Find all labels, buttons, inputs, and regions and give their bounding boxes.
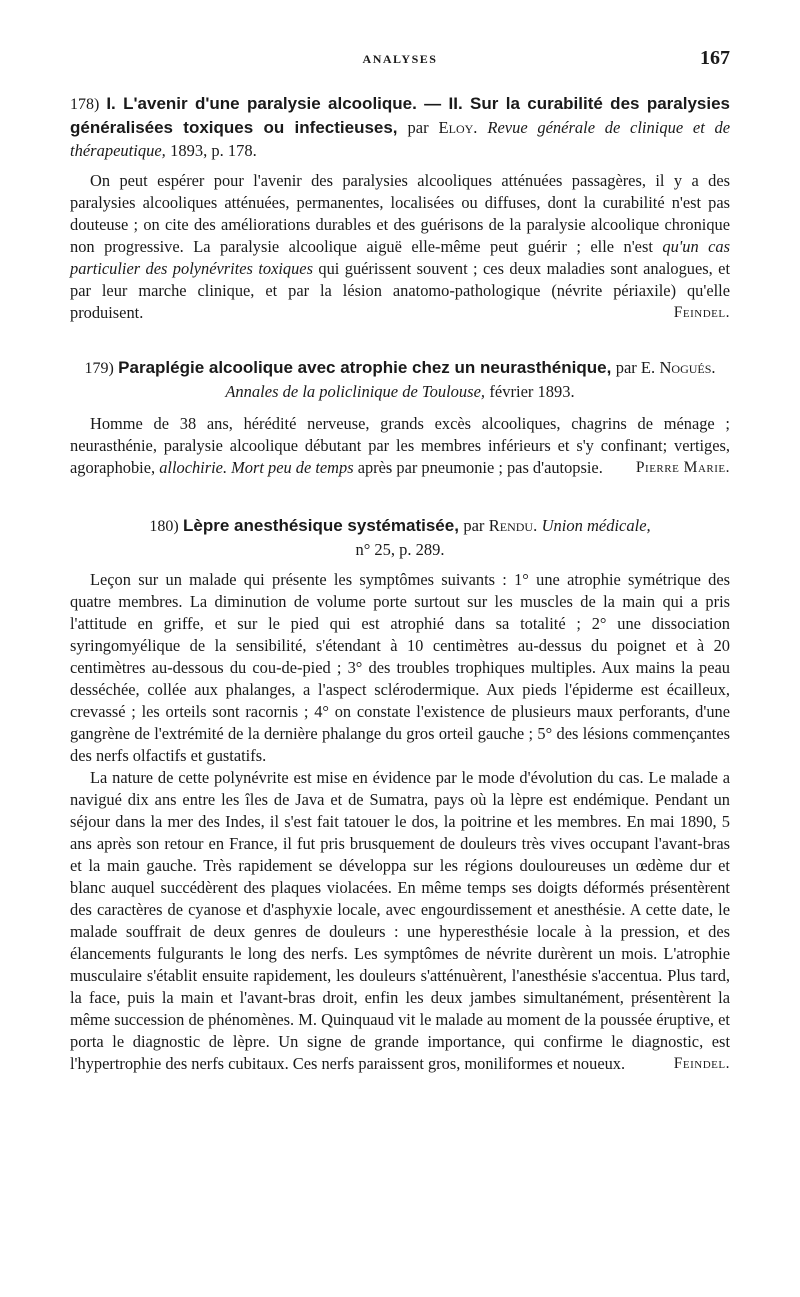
- body-text-part: qui guérissent souvent ; ces deux maladies sont analogues, et par leur marche clinique, et par la lésion anatomo-pathologique (névrite périaxile) qu'elle produisent.: [70, 259, 730, 322]
- article-paragraph-2: [70, 767, 730, 1075]
- article-179: [70, 356, 730, 479]
- body-text-part: après par pneumonie ; pas d'autopsie.: [353, 458, 603, 477]
- article-author: Nogués.: [659, 358, 716, 377]
- article-signature: Feindel.: [673, 304, 730, 321]
- article-178: [70, 92, 730, 324]
- article-author: Eloy.: [438, 118, 478, 137]
- article-signature: Feindel.: [673, 1055, 730, 1072]
- article-by: par E.: [615, 358, 656, 377]
- article-paragraph-1: Leçon sur un malade qui présente les symptômes suivants : 1° une atrophie symétrique des quatre membres. La diminution de volume porte surtout sur les muscles de la main qui a pris l'attitude en griffe, et sur le pied qui est atrophié dans sa totalité ; 2° une dissociation syringomyélique de la sensibilité, s'étendant à 10 centimètres au-dessus du poignet et à 20 centimètres au-dessous du cou-de-pied ; 3° des troubles trophiques multiples. Aux mains la peau desséchée, collée aux phalanges, a l'aspect sclérodermique. Aux pieds l'épiderme est écailleux, crevassé ; les orteils sont racornis ; 4° on constate l'existence de plusieurs maux perforants, d'une gangrène de l'extrémité de la dernière phalange du gros orteil gauche ; 5° des lésions commençantes des nerfs olfactifs et gustatifs.: [70, 570, 730, 765]
- article-author: Rendu.: [488, 516, 538, 535]
- article-heading: [70, 92, 730, 162]
- article-by: par: [407, 118, 429, 137]
- article-citation: n° 25, p. 289.: [355, 540, 445, 559]
- article-journal: Annales de la policlinique de Toulouse,: [225, 382, 486, 401]
- article-title: I. L'avenir d'une paralysie alcoolique. — II. Sur la curabilité des paralysies généralisées toxiques ou infectieuses,: [70, 94, 730, 137]
- article-signature: Pierre Marie.: [635, 459, 730, 476]
- running-title: ANALYSES: [362, 52, 438, 66]
- article-citation: février 1893.: [489, 382, 575, 401]
- running-head: [70, 47, 730, 70]
- article-heading: [70, 514, 730, 561]
- article-number: 179): [84, 360, 114, 377]
- body-text-part: Homme de 38 ans, hérédité nerveuse, grands excès alcooliques, chagrins de ménage ; neurasthénie, paralysie alcoolique débutant par les membres inférieurs et s'y confinant; vertiges, agoraphobie,: [70, 414, 730, 477]
- article-180: [70, 514, 730, 1075]
- body-text-part: On peut espérer pour l'avenir des paralysies alcooliques atténuées passagères, il y a des paralysies alcooliques atténuées, permanentes, localisées ou diffuses, dont la curabilité n'est pas douteuse ; on cite des améliorations durables et des guérisons de la paralysie alcoolique chronique non progressive. La paralysie alcoolique aiguë elle-même peut guérir ; elle n'est: [70, 171, 730, 256]
- body-text-part: La nature de cette polynévrite est mise en évidence par le mode d'évolution du cas. Le malade a navigué dix ans entre les îles de Java et de Sumatra, pays où la lèpre est endémique. Pendant un séjour dans la mer des Indes, il s'est fait tatouer le dos, la poitrine et les membres. En mai 1890, 5 ans après son retour en France, il fut pris brusquement de douleurs très vives occupant l'avant-bras et la main gauche. Très rapidement se développa sur les régions douloureuses un œdème dur et blanc auquel succédèrent des plaques violacées. En même temps ses doigts déformés présentèrent des caractères de cyanose et d'asphyxie locale, avec engourdissement et anesthésie. A cette date, le malade souffrait de deux genres de douleurs : une hyperesthésie locale à la pression, et des élancements fulgurants le long des nerfs. Les symptômes de névrite durèrent un mois. L'atrophie musculaire s'établit ensuite rapidement, les douleurs s'atténuèrent, l'anesthésie s'accentua. Plus tard, la face, puis la main et l'avant-bras droit, enfin les deux jambes simultanément, présentèrent la même succession de phénomènes. M. Quinquaud vit le malade au moment de la poussée éruptive, et porta le diagnostic de lèpre. Un signe de grande importance, qui confirme le diagnostic, est l'hypertrophie des nerfs cubitaux. Ces nerfs paraissent gros, moniliformes et noueux.: [70, 768, 730, 1073]
- article-citation: 1893, p. 178.: [170, 141, 257, 160]
- article-title: Lèpre anesthésique systématisée,: [183, 516, 459, 535]
- body-text-italic: qu'un cas particulier des polynévrites toxiques: [70, 237, 730, 278]
- article-body: [70, 170, 730, 324]
- article-body: [70, 413, 730, 479]
- article-journal: Revue générale de clinique et de thérapeutique,: [70, 118, 731, 160]
- page-number: 167: [700, 47, 730, 69]
- article-journal: Union médicale,: [541, 516, 651, 535]
- article-heading: [70, 356, 730, 403]
- article-number: 180): [149, 518, 179, 535]
- article-number: 178): [70, 96, 100, 113]
- article-by: par: [463, 516, 485, 535]
- body-text-italic: allochirie. Mort peu de temps: [159, 458, 354, 477]
- article-title: Paraplégie alcoolique avec atrophie chez un neurasthénique,: [118, 358, 612, 377]
